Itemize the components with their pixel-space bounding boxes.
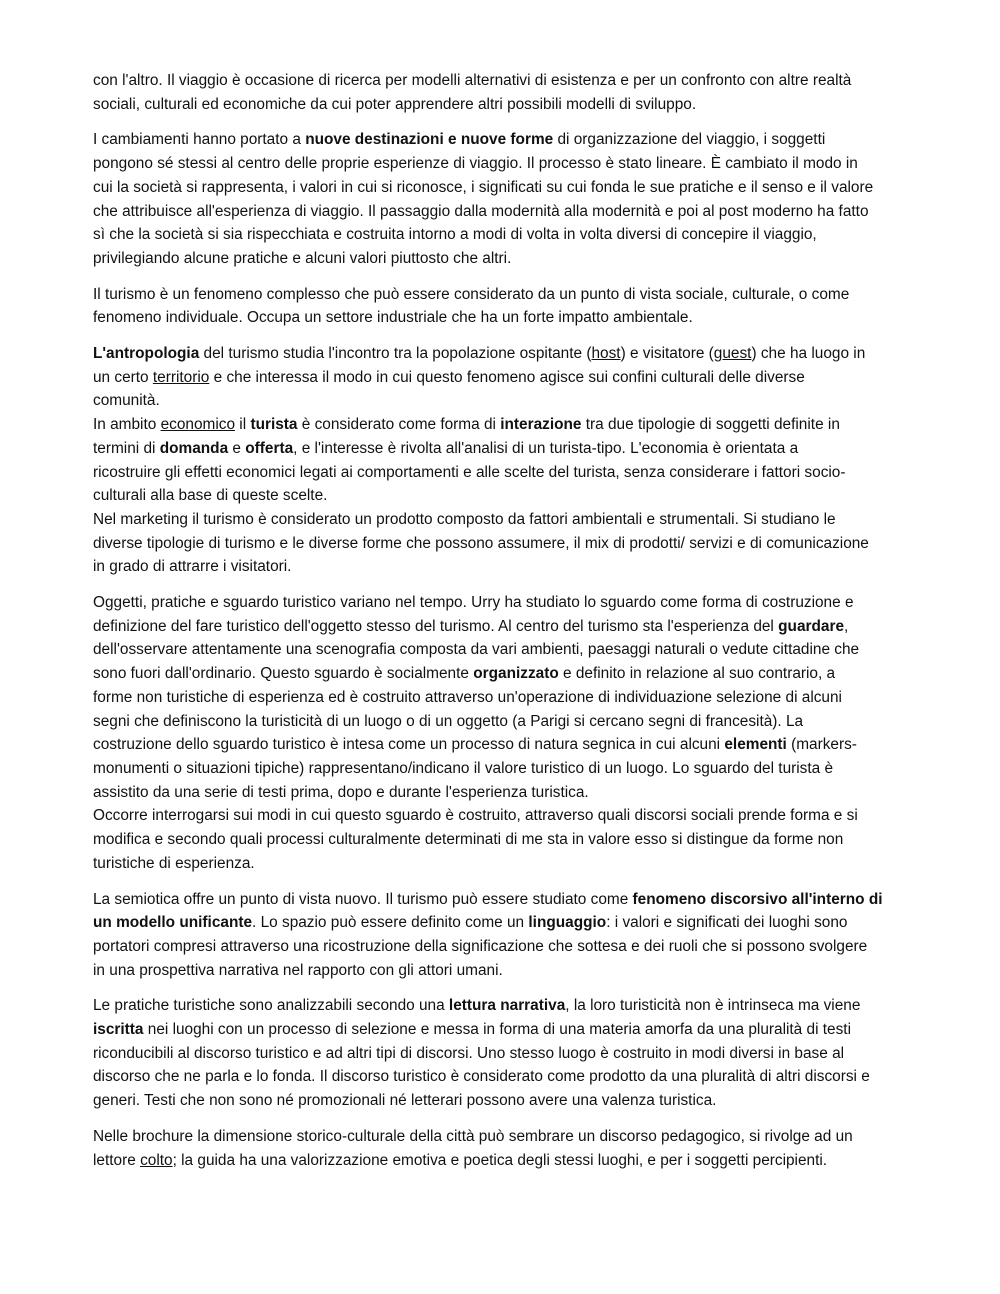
text-run: diverse tipologie di turismo e le diverse forme che possono assumere, il mix di prodotti/ servizi e di comunicazione [93, 534, 869, 552]
text-line [93, 532, 938, 556]
text-run: in una prospettiva narrativa nel rapporto con gli attori umani. [93, 961, 503, 979]
bold-term: interazione [500, 416, 582, 434]
text-line [93, 247, 938, 271]
paragraph-p11 [93, 1125, 938, 1172]
text-run: cui la società si rappresenta, i valori in cui si riconosce, i significati su cui fonda le sue pratiche e il senso e il valore [93, 178, 874, 196]
text-run: e [228, 439, 246, 457]
text-run: un certo [93, 368, 153, 386]
text-line [93, 1065, 938, 1089]
text-line [93, 757, 938, 781]
bold-term: fenomeno discorsivo all'interno di [632, 890, 883, 908]
text-run: ) che ha luogo in [751, 345, 866, 363]
text-run: definizione del fare turistico dell'oggetto stesso del turismo. Al centro del turismo sta l'esperienza del [93, 617, 779, 635]
text-run: Il turismo è un fenomeno complesso che può essere considerato da un punto di vista sociale, culturale, o come [93, 285, 850, 303]
bold-term: linguaggio [528, 914, 607, 932]
paragraph-p9 [93, 888, 938, 983]
text-run: In ambito [93, 416, 161, 434]
text-line [93, 152, 938, 176]
text-run: ) e visitatore ( [620, 345, 714, 363]
underlined-term: colto [140, 1151, 173, 1169]
text-run: , [844, 617, 849, 635]
text-line [93, 437, 938, 461]
text-run: con l'altro. Il viaggio è occasione di ricerca per modelli alternativi di esistenza e per un confronto con altre realtà [93, 72, 852, 89]
text-line [93, 662, 938, 686]
text-run: culturali alla base di queste scelte. [93, 487, 328, 505]
text-run: e definito in relazione al suo contrario, a [558, 665, 836, 683]
text-line [93, 804, 938, 828]
text-run: assistito da una serie di testi prima, dopo e durante l'esperienza turistica. [93, 783, 589, 801]
text-line [93, 911, 938, 935]
paragraph-p4 [93, 342, 938, 413]
text-line [93, 484, 938, 508]
text-run: tra due tipologie di soggetti definite in [581, 416, 840, 434]
paragraph-p6 [93, 508, 938, 579]
text-run: : i valori e significati dei luoghi sono [606, 914, 848, 932]
text-line [93, 710, 938, 734]
text-run: sociali, culturali ed economiche da cui poter apprendere altri possibili modelli di sviluppo. [93, 95, 697, 113]
text-run: dell'osservare attentamente una scenografia composta da vari ambienti, paesaggi naturali o vedute cittadine che [93, 641, 860, 659]
text-run: . Lo spazio può essere definito come un [252, 914, 529, 932]
paragraph-p2 [93, 128, 938, 270]
text-run: ; la guida ha una valorizzazione emotiva e poetica degli stessi luoghi, e per i soggetti percipienti. [172, 1151, 828, 1169]
paragraph-p3 [93, 283, 938, 330]
underlined-term: economico [160, 416, 236, 434]
text-line [93, 686, 938, 710]
text-run: forme non turistiche di esperienza ed è costruito attraverso un'operazione di individuazione selezione di alcuni [93, 688, 842, 706]
text-line [93, 366, 938, 390]
text-run: segni che definiscono la turisticità di un luogo o di un oggetto (a Parigi si cercano segni di francesità). La [93, 712, 804, 730]
text-line [93, 461, 938, 485]
text-line [93, 994, 938, 1018]
paragraph-p10 [93, 994, 938, 1113]
text-line [93, 283, 938, 307]
bold-term: organizzato [473, 665, 559, 683]
text-line [93, 342, 938, 366]
text-run: (markers- [786, 736, 857, 754]
underlined-term: territorio [152, 368, 210, 386]
bold-term: un modello unificante [93, 914, 253, 932]
text-run: costruzione dello sguardo turistico è intesa come un processo di natura segnica in cui alcuni [93, 736, 725, 754]
text-line [93, 1149, 938, 1173]
text-line [93, 1018, 938, 1042]
text-line [93, 638, 938, 662]
bold-term: offerta [245, 439, 294, 457]
text-line [93, 69, 938, 93]
text-line [93, 306, 938, 330]
paragraph-p8 [93, 804, 938, 875]
text-run: di organizzazione del viaggio, i soggetti [553, 131, 826, 149]
bold-term: elementi [724, 736, 787, 754]
text-run: è considerato come forma di [297, 416, 501, 434]
text-line [93, 935, 938, 959]
text-run: del turismo studia l'incontro tra la popolazione ospitante ( [199, 345, 592, 363]
bold-term: nuove destinazioni e nuove forme [305, 131, 554, 149]
text-run: , la loro turisticità non è intrinseca ma viene [565, 997, 861, 1015]
text-run: sì che la società si sia rispecchiata e costruita intorno a modi di volta in volta diversi di concepire il viaggio, [93, 226, 817, 244]
text-line [93, 781, 938, 805]
text-line [93, 733, 938, 757]
text-line [93, 615, 938, 639]
text-run: generi. Testi che non sono né promozionali né letterari possono avere una valenza turistica. [93, 1092, 717, 1110]
bold-term: lettura narrativa [448, 997, 566, 1015]
text-run: fenomeno individuale. Occupa un settore industriale che ha un forte impatto ambientale. [93, 309, 693, 327]
text-line [93, 852, 938, 876]
text-line [93, 413, 938, 437]
text-run: portatori compresi attraverso una ricostruzione della significazione che sottesa e dei ruoli che si possono svolgere [93, 937, 868, 955]
text-run: ricostruire gli effetti economici legati ai comportamenti e alle scelte del turista, senza considerare i fattori socio- [93, 463, 846, 481]
bold-term: turista [250, 416, 298, 434]
text-line [93, 200, 938, 224]
text-run: che attribuisce all'esperienza di viaggio. Il passaggio dalla modernità alla modernità e poi al post moderno ha fatto [93, 202, 869, 220]
bold-term: iscritta [93, 1021, 144, 1039]
text-line [93, 93, 938, 117]
text-line [93, 888, 938, 912]
text-line [93, 1042, 938, 1066]
text-run: lettore [93, 1151, 141, 1169]
text-run: Nelle brochure la dimensione storico-culturale della città può sembrare un discorso pedagogico, si rivolge ad un [93, 1127, 853, 1145]
text-run: I cambiamenti hanno portato a [93, 131, 306, 149]
text-run: termini di [93, 439, 160, 457]
text-line [93, 828, 938, 852]
text-run: modifica e secondo quali processi culturalmente determinati di me sta in valore esso si distingue da forme non [93, 831, 844, 849]
text-run: pongono sé stessi al centro delle proprie esperienze di viaggio. Il processo è stato lineare. È cambiato il modo in [93, 155, 858, 173]
text-run: Le pratiche turistiche sono analizzabili secondo una [93, 997, 449, 1015]
text-run: sono fuori dall'ordinario. Questo sguardo è socialmente [93, 665, 474, 683]
text-run: monumenti o situazioni tipiche) rappresentano/indicano il valore turistico di un luogo. Lo sguardo del turista è [93, 759, 834, 777]
paragraph-p7 [93, 591, 938, 804]
text-line [93, 128, 938, 152]
text-run: il [235, 416, 251, 434]
text-line [93, 1125, 938, 1149]
text-line [93, 389, 938, 413]
text-line [93, 959, 938, 983]
text-run: Nel marketing il turismo è considerato un prodotto composto da fattori ambientali e strumentali. Si studiano le [93, 510, 836, 528]
text-run: Oggetti, pratiche e sguardo turistico variano nel tempo. Urry ha studiato lo sguardo come forma di costruzione e [93, 594, 854, 612]
text-line [93, 223, 938, 247]
text-line [93, 555, 938, 579]
text-run: turistiche di esperienza. [93, 854, 255, 872]
bold-term: guardare [778, 617, 845, 635]
paragraph-p1 [93, 69, 938, 116]
text-line [93, 508, 938, 532]
underlined-term: guest [713, 345, 752, 363]
text-run: , e l'interesse è rivolta all'analisi di un turista-tipo. L'economia è orientata a [293, 439, 799, 457]
text-run: comunità. [93, 392, 160, 410]
underlined-term: host [591, 345, 621, 363]
text-run: discorso che ne parla e lo fonda. Il discorso turistico è considerato come prodotto da una pluralità di altri discorsi e [93, 1068, 870, 1086]
text-run: in grado di attrarre i visitatori. [93, 558, 292, 576]
bold-term: L'antropologia [93, 345, 200, 363]
text-line [93, 176, 938, 200]
text-run: Occorre interrogarsi sui modi in cui questo sguardo è costruito, attraverso quali discorsi sociali prende forma e si [93, 807, 858, 825]
text-line [93, 1089, 938, 1113]
paragraph-p5 [93, 413, 938, 508]
text-run: riconducibili al discorso turistico e ad altri tipi di discorsi. Uno stesso luogo è costruito in modi diversi in base al [93, 1044, 845, 1062]
text-run: privilegiando alcune pratiche e alcuni valori piuttosto che altri. [93, 249, 512, 267]
text-run: nei luoghi con un processo di selezione e messa in forma di una materia amorfa da una pluralità di testi [143, 1021, 851, 1039]
text-run: e che interessa il modo in cui questo fenomeno agisce sui confini culturali delle diverse [209, 368, 805, 386]
text-run: La semiotica offre un punto di vista nuovo. Il turismo può essere studiato come [93, 890, 633, 908]
text-line [93, 591, 938, 615]
bold-term: domanda [159, 439, 229, 457]
